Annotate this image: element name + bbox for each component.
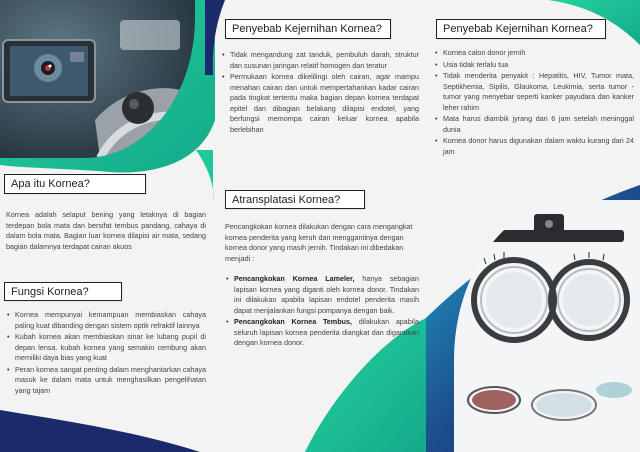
- transplantasi-kornea-title: Atransplatasi Kornea?: [232, 193, 341, 206]
- fungsi-kornea-heading: [4, 282, 122, 301]
- apa-itu-kornea-heading: [4, 174, 146, 194]
- panel-right: [426, 0, 640, 452]
- apa-itu-kornea-text: Kornea adalah selaput bening yang letaknya di bagian terdepan bola mata dan bersifat tembus pandang, cahaya di dalam bola mata. Bagian luar kornea dilapisi air mata, sedang bagian dalamnya terdapat cairan akuos: [6, 210, 206, 251]
- panel-middle: [213, 0, 426, 452]
- list-item: • Peran kornea sangat penting dalam menghantarkan cahaya masuk ke dalam mata untuk menghasilkan pengelihatan yang tajam: [6, 365, 206, 397]
- list-item: • Kornea donor harus digunakan dalam waktu kurang dari 24 jam: [434, 136, 634, 157]
- transplantasi-list: [225, 274, 419, 350]
- list-item: • Usia tidak terlalu tua: [434, 60, 634, 71]
- fungsi-kornea-title: Fungsi Kornea?: [11, 285, 89, 298]
- lameler-text: hanya sebagian lapisan kornea yang diganti oleh kornea donor. Tindakan ini dilakukan apabila lapisan endotel penderita masih dapat menjalankan fungsi pompanya dengan baik.: [234, 274, 419, 315]
- syarat-donor-list: [434, 48, 634, 158]
- fungsi-kornea-list: [6, 310, 206, 397]
- apa-itu-kornea-title: Apa itu Kornea?: [11, 178, 90, 190]
- penyebab-kejernihan-list: [221, 50, 419, 136]
- list-item: • Tidak menderita penyakit : Hepatitis, HIV, Tumor mata, Septikhemia, Sipilis, Glaukoma, Leukimia, serta tumor - tumor yang menyebar seperti kanker payudara dan kanker leher rahim: [434, 71, 634, 113]
- transplantasi-kornea-heading: [225, 190, 365, 209]
- tembus-text: dilakukan apabila seluruh lapisan kornea penderita diangkat dan digantikan dengan kornea donor.: [234, 317, 419, 347]
- list-item: • Permukaan kornea dikelilingi oleh cairan, agar mampu menahan cairan dan untuk mempertahankan kadar cairan pada tingkat tertentu maka bagian depan kornea terdapat epitel dan dibagian belakang dilapisi endotel, yang berfungsi memompa cairan keluar kornea apabila berlebihan: [221, 72, 419, 135]
- penyebab-kejernihan-title: Penyebab Kejernihan Kornea?: [232, 23, 382, 35]
- list-item: • Mata harus diambik jyrang dari 6 jam setelah meninggal dunia: [434, 114, 634, 135]
- eye-exam-photo: [0, 0, 195, 158]
- panel-left: [0, 0, 213, 452]
- list-item: [225, 274, 419, 316]
- list-item: [225, 317, 419, 349]
- trial-frame-photo: [454, 200, 640, 452]
- penyebab-kejernihan-heading: [225, 19, 391, 39]
- syarat-donor-title: Penyebab Kejernihan Kornea?: [443, 23, 593, 35]
- lameler-label: Pencangkokan Kornea Lameler,: [234, 274, 355, 283]
- transplantasi-intro: Pencangkokan kornea dilakukan dengan cara mengangkat kornea penderita yang keruh dan menggantinya dengan kornea donor yang masih jernih. Tindakan ini dibedakan menjadi :: [225, 222, 413, 263]
- list-item: • Kornea calon donor jernih: [434, 48, 634, 59]
- list-item: • Tidak mengandung zat tanduk, pembuluh darah, struktur dan susunan jaringan relatif homogen dan teratur: [221, 50, 419, 71]
- list-item: • Kornea mempunyai kemampuan membiaskan cahaya paling kuat dibanding dengan sistem optik refraktif lainnya: [6, 310, 206, 331]
- syarat-donor-heading: [436, 19, 606, 39]
- tembus-label: Pencangkokan Kornea Tembus,: [234, 317, 352, 326]
- list-item: • Kubah kornea akan membiaskan sinar ke lubang pupil di depan lensa. kubah kornea yang semakin cembung akan memiliki daya bias yang kuat: [6, 332, 206, 364]
